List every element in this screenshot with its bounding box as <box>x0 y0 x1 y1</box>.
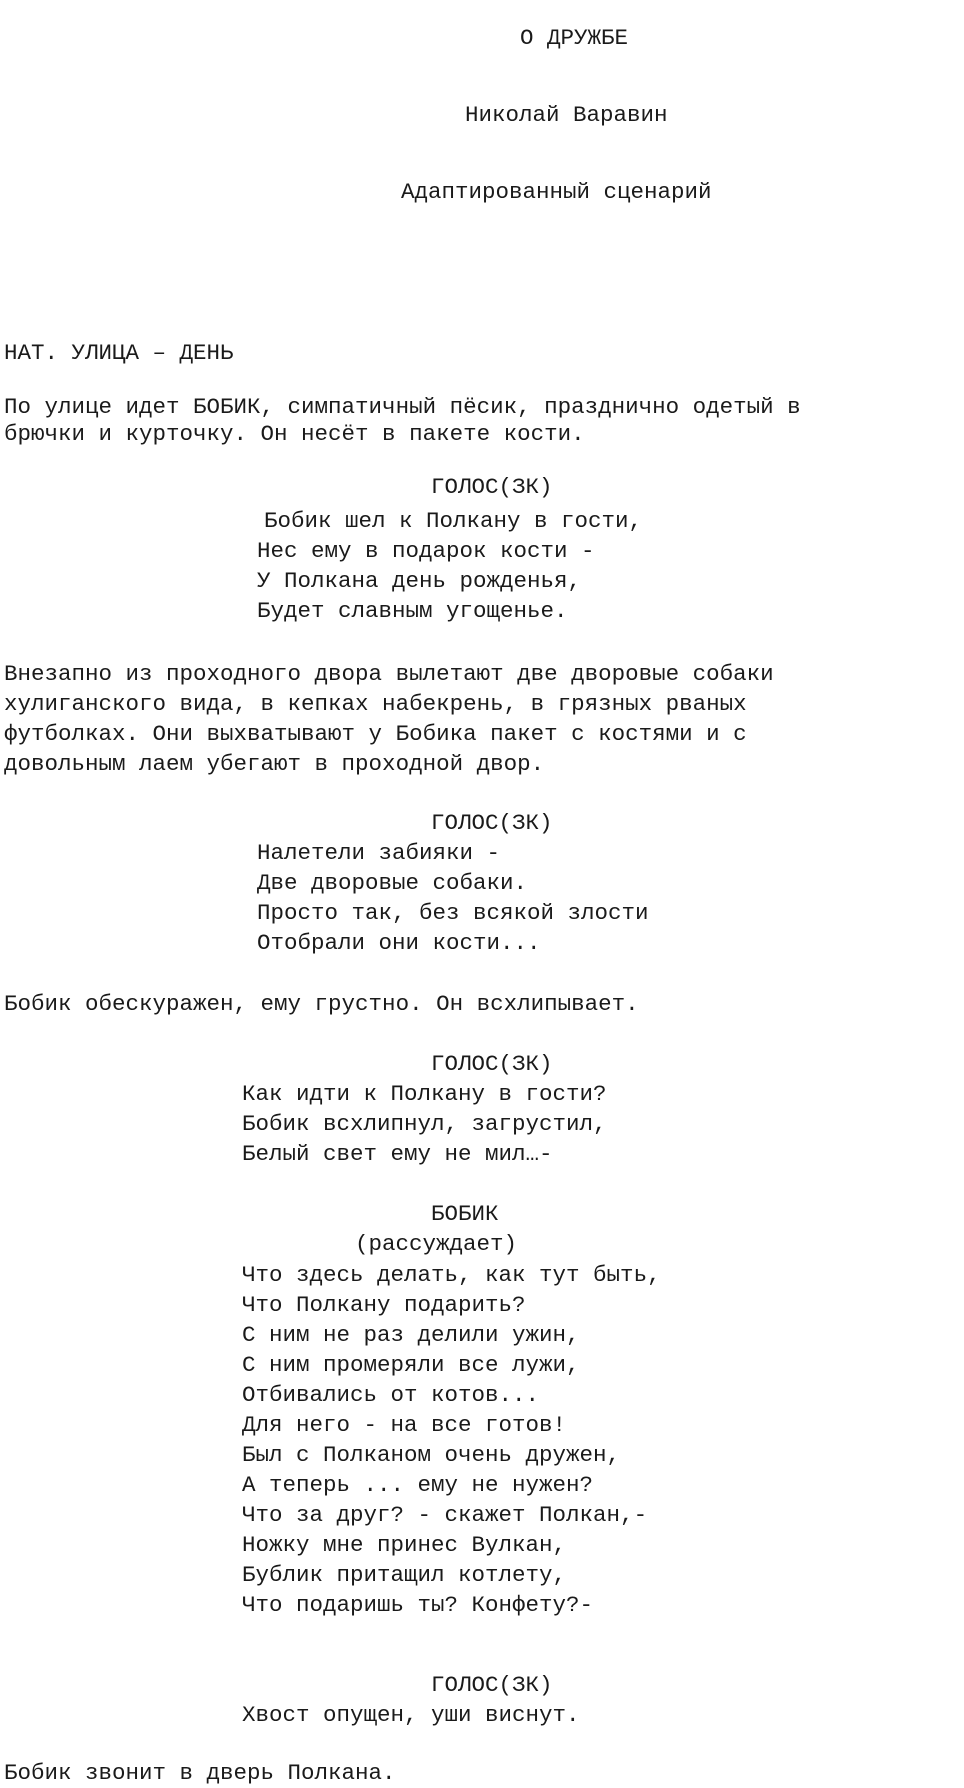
dialogue-line: Что за друг? - скажет Полкан,- <box>242 1502 648 1528</box>
action-line: брючки и курточку. Он несёт в пакете кости. <box>4 421 585 447</box>
dialogue-line: Как идти к Полкану в гости? <box>242 1081 607 1107</box>
screenplay-title: О ДРУЖБЕ <box>520 25 629 51</box>
dialogue-line: Бобик шел к Полкану в гости, <box>264 508 643 534</box>
dialogue-line: С ним не раз делили ужин, <box>242 1322 580 1348</box>
action-line: хулиганского вида, в кепках набекрень, в грязных рваных <box>4 691 747 717</box>
dialogue-line: Хвост опущен, уши виснут. <box>242 1702 580 1728</box>
screenplay-subtitle: Адаптированный сценарий <box>401 179 712 205</box>
character-cue: ГОЛОС(ЗК) <box>431 1672 553 1698</box>
dialogue-line: Две дворовые собаки. <box>257 870 528 896</box>
dialogue-line: Налетели забияки - <box>257 840 501 866</box>
dialogue-line: С ним промеряли все лужи, <box>242 1352 580 1378</box>
dialogue-line: Что Полкану подарить? <box>242 1292 526 1318</box>
action-line: футболках. Они выхватывают у Бобика пакет с костями и с <box>4 721 747 747</box>
dialogue-line: Нес ему в подарок кости - <box>257 538 595 564</box>
action-line: Бобик обескуражен, ему грустно. Он всхлипывает. <box>4 991 639 1017</box>
dialogue-line: Бублик притащил котлету, <box>242 1562 567 1588</box>
dialogue-line: Бобик всхлипнул, загрустил, <box>242 1111 607 1137</box>
action-line: довольным лаем убегают в проходной двор. <box>4 751 545 777</box>
scene-heading: НАТ. УЛИЦА – ДЕНЬ <box>4 340 234 366</box>
dialogue-line: Отбивались от котов... <box>242 1382 540 1408</box>
dialogue-line: Отобрали они кости... <box>257 930 541 956</box>
character-cue: БОБИК <box>431 1201 499 1227</box>
character-cue: ГОЛОС(ЗК) <box>431 810 553 836</box>
dialogue-line: Был с Полканом очень дружен, <box>242 1442 621 1468</box>
action-line: Бобик звонит в дверь Полкана. <box>4 1760 396 1786</box>
dialogue-line: Ножку мне принес Вулкан, <box>242 1532 567 1558</box>
action-line: Внезапно из проходного двора вылетают две дворовые собаки <box>4 661 774 687</box>
dialogue-line: У Полкана день рожденья, <box>257 568 582 594</box>
dialogue-line: Для него - на все готов! <box>242 1412 567 1438</box>
author-name: Николай Варавин <box>465 102 668 128</box>
dialogue-line: Белый свет ему не мил…- <box>242 1141 553 1167</box>
dialogue-line: А теперь ... ему не нужен? <box>242 1472 594 1498</box>
action-line: По улице идет БОБИК, симпатичный пёсик, празднично одетый в <box>4 394 801 420</box>
dialogue-line: Будет славным угощенье. <box>257 598 568 624</box>
character-cue: ГОЛОС(ЗК) <box>431 474 553 500</box>
dialogue-line: Что подаришь ты? Конфету?- <box>242 1592 594 1618</box>
parenthetical: (рассуждает) <box>355 1231 518 1257</box>
dialogue-line: Просто так, без всякой злости <box>257 900 649 926</box>
character-cue: ГОЛОС(ЗК) <box>431 1051 553 1077</box>
dialogue-line: Что здесь делать, как тут быть, <box>242 1262 661 1288</box>
